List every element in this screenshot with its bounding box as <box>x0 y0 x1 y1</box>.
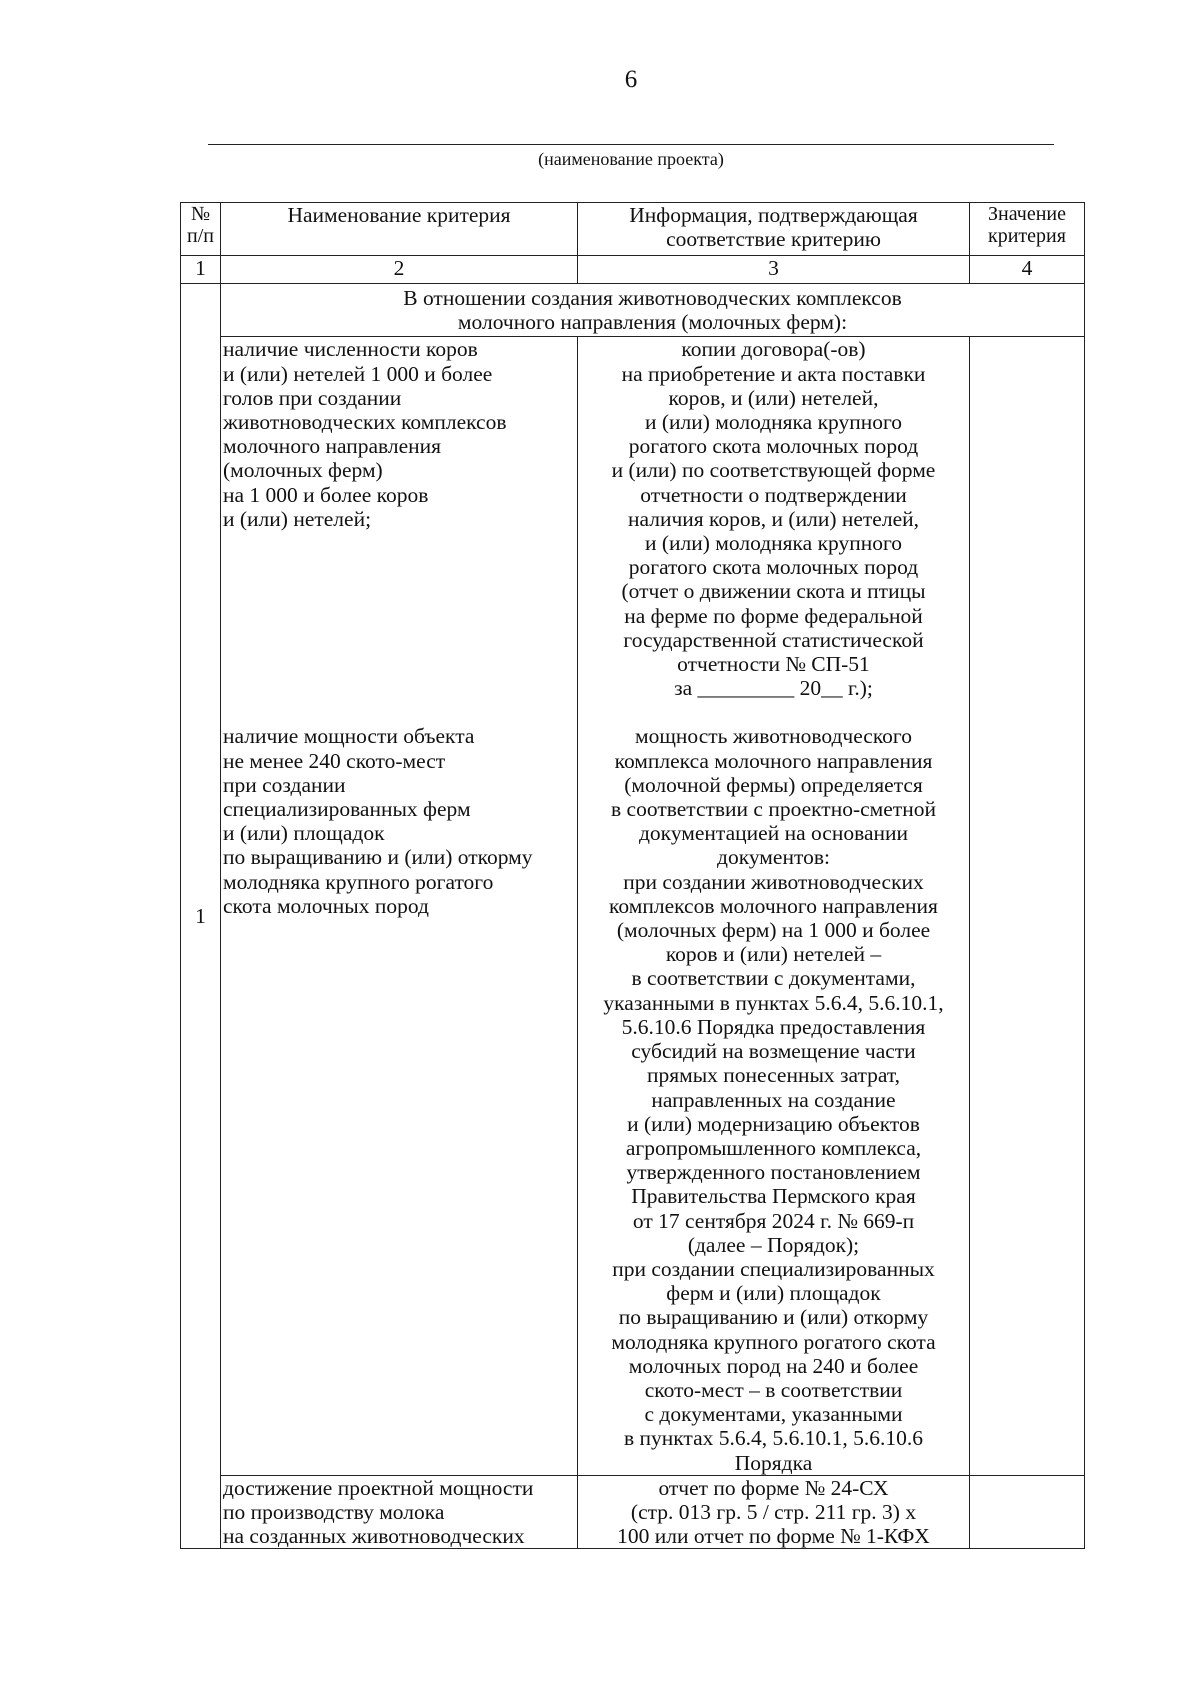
criteria-table <box>180 202 1085 1549</box>
table-row <box>181 337 1085 701</box>
spacer-row <box>181 700 1085 724</box>
column-number-row <box>181 256 1085 284</box>
header-value: Значение критерия <box>970 203 1085 256</box>
criterion-name: наличие мощности объекта не менее 240 ското-мест при создании специализированных ферм и (или) площадок по выращиванию и (или) откорму молодняка крупного рогатого скота молочных пород <box>221 724 578 1475</box>
column-number: 4 <box>970 256 1085 284</box>
header-info: Информация, подтверждающая соответствие критерию <box>578 203 970 256</box>
column-number: 2 <box>221 256 578 284</box>
header-num: № п/п <box>181 203 221 256</box>
criterion-name: наличие численности коров и (или) нетелей 1 000 и более голов при создании животноводческих комплексов молочного направления (молочных ферм) на 1 000 и более коров и (или) нетелей; <box>221 337 578 701</box>
criterion-value <box>970 337 1085 701</box>
criterion-info: копии договора(-ов) на приобретение и акта поставки коров, и (или) нетелей, и (или) молодняка крупного рогатого скота молочных пород и (или) по соответствующей форме отчетности о подтверждении наличия коров, и (или) нетелей, и (или) молодняка крупного рогатого скота молочных пород (отчет о движении скота и птицы на ферме по форме федеральной государственной статистической отчетности № СП-51 за _________ 20__ г.); <box>578 337 970 701</box>
header-name: Наименование критерия <box>221 203 578 256</box>
table-row <box>181 1475 1085 1549</box>
project-name-line <box>208 144 1054 145</box>
section-row <box>181 284 1085 337</box>
header-row <box>181 203 1085 256</box>
column-number: 1 <box>181 256 221 284</box>
criterion-value <box>970 1475 1085 1549</box>
table-row <box>181 724 1085 1475</box>
criterion-info: мощность животноводческого комплекса молочного направления (молочной фермы) определяется в соответствии с проектно-сметной документацией на основании документов: при создании животноводческих комплексов молочного направления (молочных ферм) на 1 000 и более коров и (или) нетелей – в соответствии с документами, указанными в пунктах 5.6.4, 5.6.10.1, 5.6.10.6 Порядка предоставления субсидий на возмещение части прямых понесенных затрат, направленных на создание и (или) модернизацию объектов агропромышленного комплекса, утвержденного постановлением Правительства Пермского края от 17 сентября 2024 г. № 669-п (далее – Порядок); при создании специализированных ферм и (или) площадок по выращиванию и (или) откорму молодняка крупного рогатого скота молочных пород на 240 и более ското-мест – в соответствии с документами, указанными в пунктах 5.6.4, 5.6.10.1, 5.6.10.6 Порядка <box>578 724 970 1475</box>
column-number: 3 <box>578 256 970 284</box>
row-number: 1 <box>181 284 221 1549</box>
section-title: В отношении создания животноводческих комплексов молочного направления (молочных ферм): <box>221 284 1085 337</box>
criterion-name: достижение проектной мощности по производству молока на созданных животноводческих <box>221 1475 578 1549</box>
page-number: 6 <box>624 66 638 93</box>
criterion-value <box>970 724 1085 1475</box>
project-caption: (наименование проекта) <box>538 149 724 169</box>
criterion-info: отчет по форме № 24-СХ (стр. 013 гр. 5 / стр. 211 гр. 3) х 100 или отчет по форме № 1-КФХ <box>578 1475 970 1549</box>
